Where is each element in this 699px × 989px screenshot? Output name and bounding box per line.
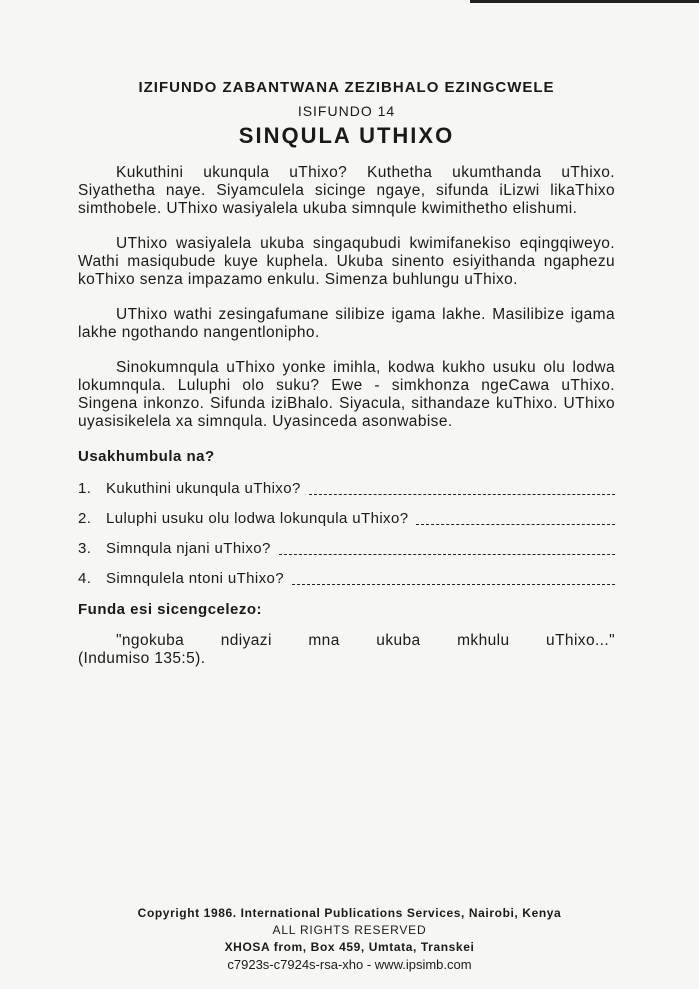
- body-paragraph-4: Sinokumnqula uThixo yonke imihla, kodwa kukho usuku olu lodwa lokumnqula. Luluphi olo suku? Ewe - simkhonza ngeCawa uThixo. Singena inkonzo. Sifunda iziBhalo. Siyacula, sithandaze kuThixo. UThixo uyasisikelela xa simnqula. Uyasinceda asonwabise.: [78, 359, 615, 430]
- memory-verse-heading: Funda esi sicengcelezo:: [78, 601, 263, 618]
- question-text: Kukuthini ukunqula uThixo?: [106, 480, 301, 497]
- top-edge-line: [470, 0, 699, 3]
- question-number: 1.: [78, 480, 92, 497]
- question-number: 3.: [78, 540, 92, 557]
- body-paragraph-3: UThixo wathi zesingafumane silibize igama lakhe. Masilibize igama lakhe ngothando nangentlonipho.: [78, 306, 615, 341]
- lesson-page: [78, 78, 615, 668]
- question-2: [78, 509, 615, 527]
- memory-verse-reference: (Indumiso 135:5).: [78, 650, 206, 667]
- question-number: 2.: [78, 510, 92, 527]
- lesson-title: SINQULA UTHIXO: [238, 123, 455, 148]
- question-text: Simnqula njani uThixo?: [106, 540, 271, 557]
- question-text: Luluphi usuku olu lodwa lokunqula uThixo?: [106, 510, 409, 527]
- rights-line: ALL RIGHTS RESERVED: [272, 923, 427, 937]
- edition-line: XHOSA from, Box 459, Umtata, Transkei: [224, 940, 475, 954]
- copyright-line: Copyright 1986. International Publications Services, Nairobi, Kenya: [137, 906, 562, 920]
- question-1: [78, 479, 615, 497]
- memory-verse: [78, 632, 615, 668]
- footer: [0, 905, 699, 973]
- answer-blank[interactable]: [279, 554, 615, 555]
- question-3: [78, 539, 615, 557]
- body-paragraph-2: UThixo wasiyalela ukuba singaqubudi kwimifanekiso eqingqiweyo. Wathi masiqubude kuye kuphela. Ukuba sinento esiyithanda ngaphezu koThixo senza impazamo enkulu. Simenza buhlungu uThixo.: [78, 235, 615, 288]
- question-4: [78, 569, 615, 587]
- memory-verse-text: "ngokuba ndiyazi mna ukuba mkhulu uThixo...": [116, 632, 615, 649]
- lesson-number: ISIFUNDO 14: [297, 103, 396, 119]
- answer-blank[interactable]: [416, 524, 615, 525]
- body-paragraph-1: Kukuthini ukunqula uThixo? Kuthetha ukumthanda uThixo. Siyathetha naye. Siyamculela sicinge ngaye, sifunda iLizwi likaThixo simthobele. UThixo wasiyalela ukuba simnqule kwimithetho elishumi.: [78, 164, 615, 217]
- answer-blank[interactable]: [292, 584, 615, 585]
- question-number: 4.: [78, 570, 92, 587]
- code-url-line: c7923s-c7924s-rsa-xho - www.ipsimb.com: [227, 957, 472, 972]
- review-heading: Usakhumbula na?: [78, 448, 215, 465]
- question-text: Simnqulela ntoni uThixo?: [106, 570, 285, 587]
- answer-blank[interactable]: [309, 494, 615, 495]
- series-title: IZIFUNDO ZABANTWANA ZEZIBHALO EZINGCWELE: [138, 79, 555, 96]
- question-list: [78, 479, 615, 587]
